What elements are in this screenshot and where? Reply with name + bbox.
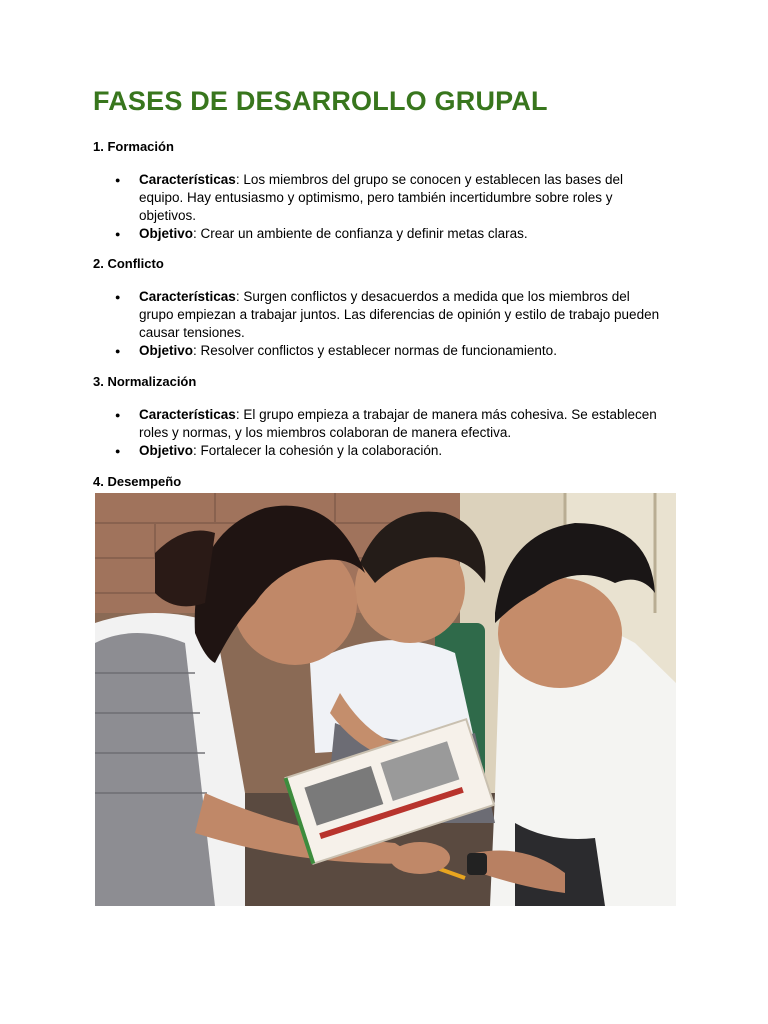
- list-item: [93, 342, 668, 360]
- item-text: : Crear un ambiente de confianza y definir metas claras.: [193, 226, 528, 241]
- page-title: FASES DE DESARROLLO GRUPAL: [93, 86, 548, 116]
- list-item: [93, 225, 668, 243]
- section-heading-desempeno: 4. Desempeño: [93, 474, 182, 489]
- item-text: : Los miembros del grupo se conocen y establecen las bases del equipo. Hay entusiasmo y optimismo, pero también incertidumbre sobre roles y objetivos.: [139, 172, 624, 223]
- item-label: Objetivo: [139, 443, 194, 458]
- item-text: : Resolver conflictos y establecer normas de funcionamiento.: [193, 343, 557, 358]
- section-heading-normalizacion: 3. Normalización: [93, 374, 197, 389]
- list-item: [93, 288, 668, 342]
- section-heading-formacion: 1. Formación: [93, 139, 174, 154]
- item-label: Objetivo: [139, 226, 194, 241]
- list-item: [93, 171, 668, 225]
- item-label: Características: [139, 172, 236, 187]
- item-text: : Fortalecer la cohesión y la colaboración.: [193, 443, 443, 458]
- section-list-normalizacion: [93, 406, 668, 460]
- item-text: : Surgen conflictos y desacuerdos a medida que los miembros del grupo empiezan a trabajar juntos. Las diferencias de opinión y estilo de trabajo pueden causar tensiones.: [139, 289, 660, 340]
- item-label: Objetivo: [139, 343, 194, 358]
- list-item: [93, 442, 668, 460]
- list-item: [93, 406, 668, 442]
- item-text: : El grupo empieza a trabajar de manera más cohesiva. Se establecen roles y normas, y los miembros colaboran de manera efectiva.: [139, 407, 657, 440]
- photo-illustration: [95, 493, 676, 906]
- section-list-formacion: [93, 171, 668, 243]
- item-label: Características: [139, 407, 236, 422]
- section-heading-conflicto: 2. Conflicto: [93, 256, 164, 271]
- item-label: Características: [139, 289, 236, 304]
- section-list-conflicto: [93, 288, 668, 360]
- students-reading-photo: [95, 493, 676, 906]
